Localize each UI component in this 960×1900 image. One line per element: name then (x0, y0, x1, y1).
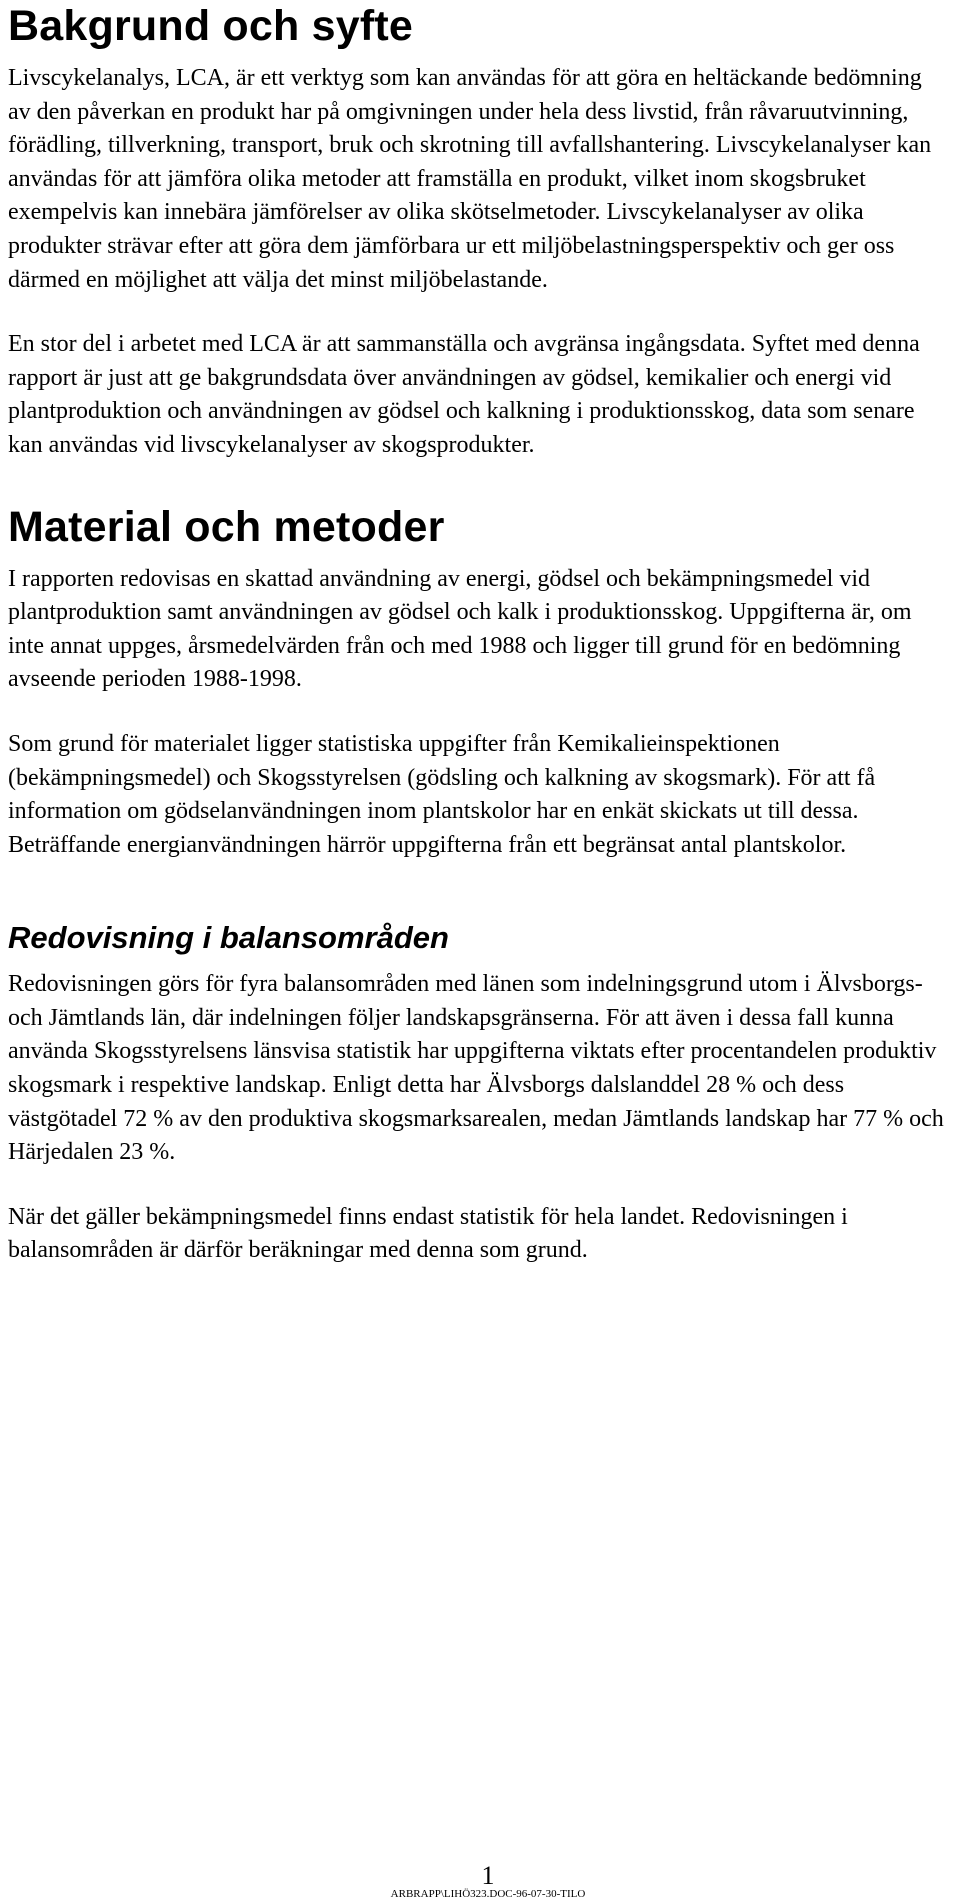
document-page (8, 0, 948, 1268)
paragraph-bakgrund-2: En stor del i arbetet med LCA är att sammanställa och avgränsa ingångsdata. Syftet med denna rapport är just att ge bakgrundsdata över användningen av gödsel, kemikalier och energi vid plantproduktion och användningen av gödsel och kalkning i produktionsskog, data som senare kan användas vid livscykelanalyser av skogsprodukter. (8, 331, 920, 458)
paragraph-redovisning-2: När det gäller bekämpningsmedel finns endast statistik för hela landet. Redovisningen i balansområden är därför beräkningar med denna som grund. (8, 1203, 848, 1264)
document-reference: ARBRAPP\LIHÖ323.DOC-96-07-30-TILO (390, 1888, 586, 1900)
heading-bakgrund-och-syfte: Bakgrund och syfte (8, 2, 414, 50)
paragraph-material-1: I rapporten redovisas en skattad användning av energi, gödsel och bekämpningsmedel vid plantproduktion samt användningen av gödsel och kalk i produktionsskog. Uppgifterna är, om inte annat uppges, årsmedelvärden från och med 1988 och ligger till grund för en bedömning avseende perioden 1988-1998. (8, 565, 912, 693)
page-number: 1 (481, 1861, 495, 1890)
paragraph-material-2: Som grund för materialet ligger statistiska uppgifter från Kemikalieinspektionen (bekämpningsmedel) och Skogsstyrelsen (gödsling och kalkning av skogsmark). För att få information om gödselanvändningen inom plantskolor har en enkät skickats ut till dessa. Beträffande energianvändningen härrör uppgifterna från ett begränsat antal plantskolor. (8, 730, 876, 858)
heading-redovisning-i-balansomraden: Redovisning i balansområden (8, 920, 449, 956)
paragraph-bakgrund-1: Livscykelanalys, LCA, är ett verktyg som kan användas för att göra en heltäckande bedömning av den påverkan en produkt har på omgivningen under hela dess livstid, från råvaruutvinning, förädling, tillverkning, transport, bruk och skrotning till avfallshantering. Livscykelanalyser kan användas för att jämföra olika metoder att framställa en produkt, vilket inom skogsbruket exempelvis kan innebära jämförelser av olika skötselmetoder. Livscykelanalyser av olika produkter strävar efter att göra dem jämförbara ur ett miljöbelastningsperspektiv och ger oss därmed en möjlighet att välja det minst miljöbelastande. (8, 65, 932, 293)
paragraph-redovisning-1: Redovisningen görs för fyra balansområden med länen som indelningsgrund utom i Älvsborgs- och Jämtlands län, där indelningen följer landskapsgränserna. För att även i dessa fall kunna använda Skogsstyrelsens länsvisa statistik har uppgifterna viktats efter procentandelen produktiv skogsmark i respektive landskap. Enligt detta har Älvsborgs dalslanddel 28 % och dess västgötadel 72 % av den produktiva skogsmarksarealen, medan Jämtlands landskap har 77 % och Härjedalen 23 %. (8, 971, 944, 1166)
heading-material-och-metoder: Material och metoder (8, 502, 445, 551)
